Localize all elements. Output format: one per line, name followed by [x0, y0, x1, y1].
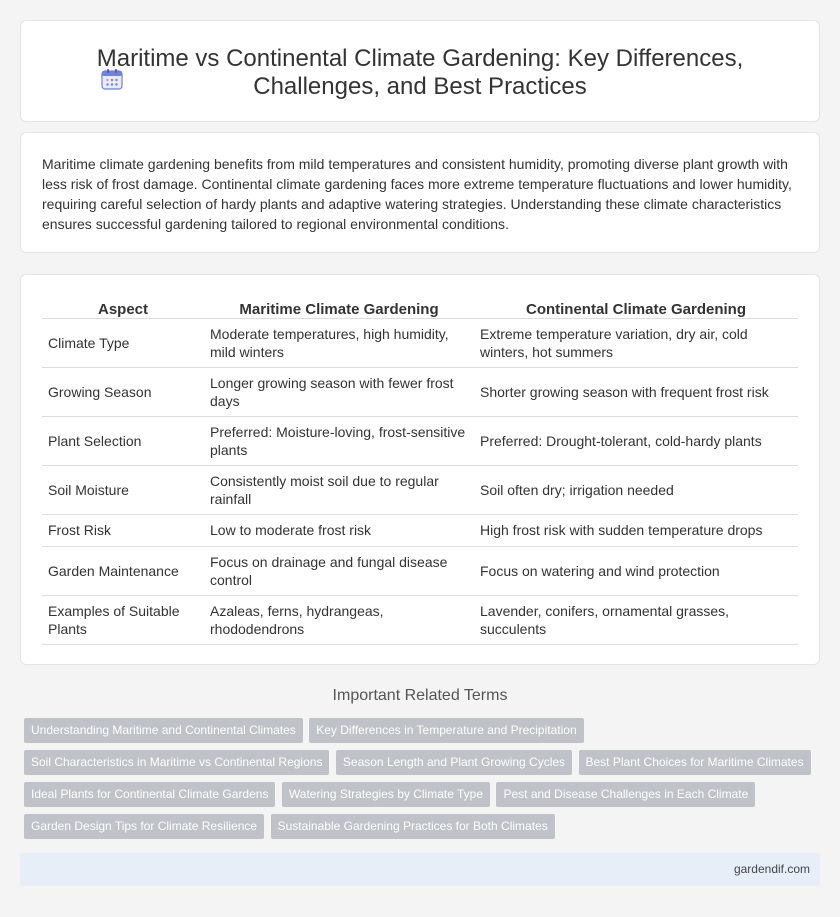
related-term-tag[interactable]: Best Plant Choices for Maritime Climates	[579, 750, 811, 775]
table-row	[42, 514, 798, 546]
summary-card	[20, 132, 820, 253]
column-header-maritime: Maritime Climate Gardening	[204, 296, 474, 318]
tag-row	[24, 782, 824, 814]
table-cell-aspect: Growing Season	[42, 367, 204, 416]
related-term-tag[interactable]: Season Length and Plant Growing Cycles	[336, 750, 572, 775]
table-cell-maritime: Azaleas, ferns, hydrangeas, rhododendrons	[204, 595, 474, 644]
related-terms-list	[24, 718, 824, 846]
table-cell-maritime: Focus on drainage and fungal disease control	[204, 546, 474, 595]
tag-row	[24, 750, 824, 782]
table-cell-maritime: Moderate temperatures, high humidity, mild winters	[204, 318, 474, 367]
related-term-tag[interactable]: Sustainable Gardening Practices for Both Climates	[271, 814, 555, 839]
table-cell-continental: Focus on watering and wind protection	[474, 546, 798, 595]
table-cell-aspect: Examples of Suitable Plants	[42, 595, 204, 644]
table-cell-maritime: Low to moderate frost risk	[204, 514, 474, 546]
table-cell-continental: Lavender, conifers, ornamental grasses, succulents	[474, 595, 798, 644]
tag-row	[24, 718, 824, 750]
comparison-table	[42, 296, 798, 645]
table-cell-continental: High frost risk with sudden temperature drops	[474, 514, 798, 546]
table-cell-continental: Extreme temperature variation, dry air, cold winters, hot summers	[474, 318, 798, 367]
tag-row	[24, 814, 824, 846]
related-term-tag[interactable]: Ideal Plants for Continental Climate Gardens	[24, 782, 275, 807]
table-row	[42, 546, 798, 595]
related-term-tag[interactable]: Soil Characteristics in Maritime vs Continental Regions	[24, 750, 329, 775]
table-cell-continental: Shorter growing season with frequent frost risk	[474, 367, 798, 416]
summary-text: Maritime climate gardening benefits from mild temperatures and consistent humidity, promoting diverse plant growth with less risk of frost damage. Continental climate gardening faces more extreme temperature fluctuations and lower humidity, requiring careful selection of hardy plants and adaptive watering strategies. Understanding these climate characteristics ensures successful gardening tailored to regional environmental conditions.	[42, 156, 792, 232]
table-cell-aspect: Frost Risk	[42, 514, 204, 546]
table-row	[42, 595, 798, 644]
table-cell-aspect: Garden Maintenance	[42, 546, 204, 595]
table-row	[42, 318, 798, 367]
header-card	[20, 20, 820, 122]
table-cell-continental: Soil often dry; irrigation needed	[474, 465, 798, 514]
table-cell-maritime: Preferred: Moisture-loving, frost-sensitive plants	[204, 416, 474, 465]
table-header-row	[42, 296, 798, 318]
column-header-continental: Continental Climate Gardening	[474, 296, 798, 318]
table-cell-aspect: Climate Type	[42, 318, 204, 367]
related-term-tag[interactable]: Garden Design Tips for Climate Resilience	[24, 814, 264, 839]
table-row	[42, 416, 798, 465]
footer-site-link[interactable]: gardendif.com	[733, 862, 810, 876]
table-row	[42, 465, 798, 514]
page-title: Maritime vs Continental Climate Gardening: Key Differences, Challenges, and Best Practices	[96, 45, 744, 100]
table-cell-continental: Preferred: Drought-tolerant, cold-hardy plants	[474, 416, 798, 465]
table-cell-aspect: Soil Moisture	[42, 465, 204, 514]
related-term-tag[interactable]: Understanding Maritime and Continental Climates	[24, 718, 303, 743]
footer-bar	[20, 853, 820, 886]
column-header-aspect: Aspect	[42, 296, 204, 318]
table-cell-aspect: Plant Selection	[42, 416, 204, 465]
comparison-table-card	[20, 274, 820, 665]
table-cell-maritime: Consistently moist soil due to regular rainfall	[204, 465, 474, 514]
related-term-tag[interactable]: Key Differences in Temperature and Precipitation	[309, 718, 583, 743]
table-row	[42, 367, 798, 416]
related-term-tag[interactable]: Pest and Disease Challenges in Each Climate	[496, 782, 755, 807]
related-terms-heading: Important Related Terms	[332, 687, 508, 704]
table-cell-maritime: Longer growing season with fewer frost days	[204, 367, 474, 416]
related-term-tag[interactable]: Watering Strategies by Climate Type	[282, 782, 490, 807]
